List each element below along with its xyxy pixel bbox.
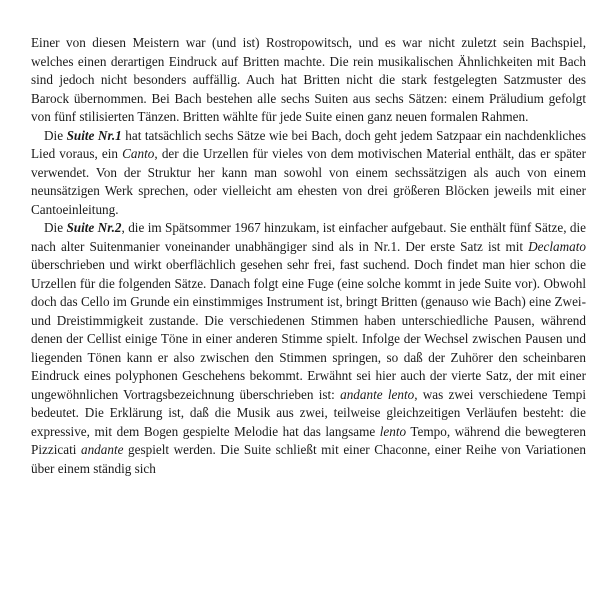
paragraph-text: , was zwei verschiedene Tempi bedeutet. Die Erklärung ist, daß die Musik aus zwei, teilweise gleichzeitigen Verläufen besteht: die expressive, mit dem Bogen gespielte Melodie hat das langsame bbox=[31, 386, 586, 439]
suite-title: Suite Nr.1 bbox=[66, 127, 122, 143]
suite-title: Suite Nr.2 bbox=[66, 220, 122, 235]
paragraph-text: Einer von diesen Meistern war (und ist) Rostropowitsch, und es war nicht zuletzt sein Bachspiel, welches einen derartigen Eindruck auf Britten machte. Die rein musikalischen Ähnlichkeiten mit Bach sind jedoch nicht besonders auffällig. Auch hat Britten nicht die stark festgelegten Satzmuster des Barock übernommen. Bei Bach bestehen alle sechs Suiten aus sechs Sätzen: einem Präludium gefolgt von fünf stilisierten Tänzen. Britten wählte für jede Suite einen ganz neuen formalen Rahmen. bbox=[31, 35, 586, 124]
paragraph-text: , die im Spätsommer 1967 hinzukam, ist einfacher aufgebaut. Sie enthält fünf Sätze, die nach alter Suitenmanier voneinander unabhängiger sind als in Nr.1. Der erste Satz ist mit bbox=[31, 220, 586, 254]
paragraph-text: , der die Urzellen für vieles von dem motivischen Material enthält, das er später verwendet. Von der Struktur her kann man sowohl von einem sechssätzigen als auch von einem neunsätzigen Werk sprechen, oder vielleicht am ehesten von drei größeren Blöcken jeweils mit einer Cantoeinleitung. bbox=[31, 146, 586, 217]
paragraph bbox=[31, 219, 586, 478]
italic-term: Canto bbox=[122, 146, 155, 161]
paragraph-text: Die bbox=[44, 127, 67, 143]
italic-term: andante lento bbox=[340, 386, 415, 402]
italic-term: lento bbox=[379, 423, 407, 439]
paragraph-text: überschrieben und wirkt oberflächlich gesehen sehr frei, fast suchend. Doch findet man hier schon die Urzellen für die folgenden Sätze. Danach folgt eine Fuge (eine solche kommt in jede Suite vor). Obwohl doch das Cello im Grunde ein einstimmiges Instrument ist, bringt Britten (genauso wie Bach) eine Zwei- und Dreistimmigkeit zustande. Die verschiedenen Stimmen haben unterschiedliche Pausen, während denen der Cellist einige Töne in einer anderen Stimme spielt. Infolge der Wechsel zwischen Pausen und liegenden Tönen kann er also zwischen den Stimmen springen, so daß der Zuhörer den scheinbaren Eindruck eines polyphonen Geschehens bekommt. Erwähnt sei hier auch der vierte Satz, der mit einer ungewöhnlichen Vortragsbezeichnung überschrieben ist: bbox=[31, 257, 586, 402]
paragraph bbox=[31, 127, 586, 220]
paragraph-text: Tempo, während die bewegteren Pizzicati bbox=[31, 423, 586, 457]
paragraph bbox=[31, 34, 586, 127]
italic-term: andante bbox=[80, 442, 124, 457]
paragraph-text: gespielt werden. Die Suite schließt mit einer Chaconne, einer Reihe von Variationen über einem ständig sich bbox=[31, 442, 586, 476]
italic-term: Declamato bbox=[528, 238, 586, 254]
paragraph-text: hat tatsächlich sechs Sätze wie bei Bach, doch geht jedem Satzpaar ein nachdenkliches Lied voraus, ein bbox=[31, 127, 586, 161]
paragraph-text: Die bbox=[44, 220, 67, 235]
